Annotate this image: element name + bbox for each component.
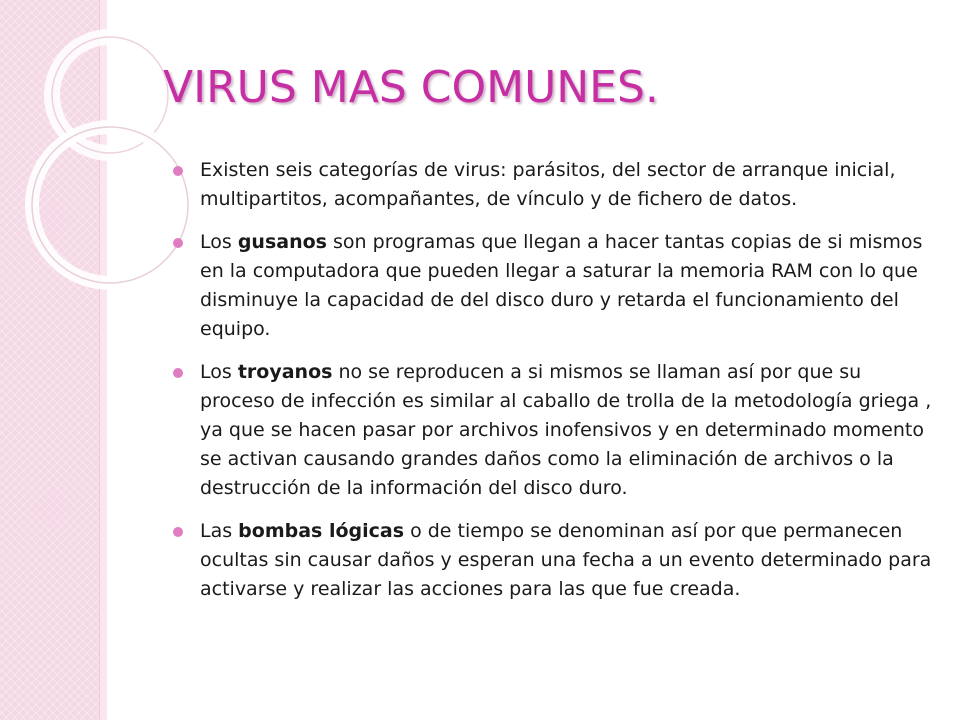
bullet-item-categories — [170, 156, 940, 214]
bullet-text-before: Los — [200, 361, 238, 383]
bullet-icon — [173, 238, 183, 248]
bullet-text-after: son programas que llegan a hacer tantas copias de si mismos en la computadora que pueden llegar a saturar la memoria RAM con lo que disminuye la capacidad de del disco duro y retarda el funcionamiento del equipo. — [200, 231, 923, 340]
bullet-item-bombas-logicas — [170, 517, 940, 604]
bullet-term-bold: gusanos — [237, 231, 327, 253]
bullet-term-bold: bombas lógicas — [238, 520, 405, 542]
bullet-item-gusanos — [170, 228, 940, 344]
bullet-item-troyanos — [170, 358, 940, 503]
bullet-text: Existen seis categorías de virus: parásitos, del sector de arranque inicial, multipartitos, acompañantes, de vínculo y de fichero de datos. — [200, 159, 896, 210]
bullet-icon — [173, 166, 183, 176]
slide-title: VIRUS MAS COMUNES. — [163, 62, 659, 113]
bullet-text-before: Los — [200, 231, 238, 253]
bullet-text-after: no se reproducen a si mismos se llaman así por que su proceso de infección es similar al caballo de trolla de la metodología griega , ya que se hacen pasar por archivos inofensivos y en determinado momento se activan causando grandes daños como la eliminación de archivos o la destrucción de la información del disco duro. — [200, 361, 932, 499]
bullet-icon — [173, 527, 183, 537]
bullet-text-before: Las — [200, 520, 239, 542]
bullet-list — [170, 156, 940, 618]
bullet-text-after: o de tiempo se denominan así por que permanecen ocultas sin causar daños y esperan una fecha a un evento determinado para activarse y realizar las acciones para las que fue creada. — [200, 520, 932, 600]
bullet-term-bold: troyanos — [237, 361, 333, 383]
bullet-icon — [173, 368, 183, 378]
